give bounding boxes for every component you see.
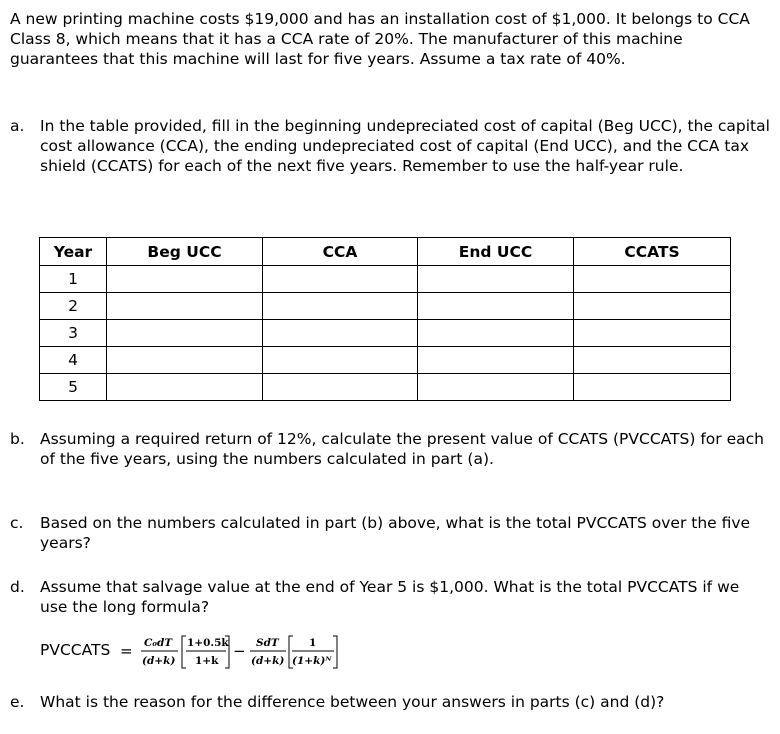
question-a	[10, 116, 770, 176]
ccats-cell[interactable]	[574, 347, 731, 374]
header-end-ucc: End UCC	[418, 238, 574, 266]
question-d-text: Assume that salvage value at the end of Year 5 is $1,000. What is the total PVCCATS if we use the long formula?	[40, 578, 740, 616]
formula-bracket2-num: 1	[309, 637, 317, 649]
ccats-cell[interactable]	[574, 320, 731, 347]
header-cca: CCA	[263, 238, 418, 266]
cca-cell[interactable]	[263, 293, 418, 320]
formula-right-bracket-2	[333, 636, 337, 668]
question-a-text: In the table provided, fill in the beginning undepreciated cost of capital (Beg UCC), the capital cost allowance (CCA), the ending undepreciated cost of capital (End UCC), and the CCA tax shield (CCATS) for each of the next five years. Remember to use the half-year rule.	[40, 117, 770, 175]
ccats-cell[interactable]	[574, 374, 731, 401]
cca-cell[interactable]	[263, 347, 418, 374]
formula-bracket2-den: (1+k)ᴺ	[292, 655, 332, 667]
question-b-text: Assuming a required return of 12%, calculate the present value of CCATS (PVCCATS) for each of the five years, using the numbers calculated in part (a).	[40, 430, 764, 468]
cca-cell[interactable]	[263, 266, 418, 293]
header-year: Year	[40, 238, 107, 266]
formula-left-bracket-1	[182, 636, 186, 668]
year-cell: 5	[40, 374, 107, 401]
question-d	[10, 577, 770, 617]
header-beg-ucc: Beg UCC	[107, 238, 263, 266]
end-ucc-cell[interactable]	[418, 347, 574, 374]
formula-minus: −	[233, 642, 246, 660]
formula-num2: SdT	[256, 637, 279, 649]
table-row	[40, 374, 731, 401]
table-header-row	[40, 238, 731, 266]
year-cell: 3	[40, 320, 107, 347]
end-ucc-cell[interactable]	[418, 320, 574, 347]
formula-lhs: PVCCATS	[40, 641, 111, 659]
formula-num1: C₀dT	[144, 637, 173, 649]
question-b-letter: b.	[10, 430, 25, 448]
question-c	[10, 513, 770, 553]
beg-ucc-cell[interactable]	[107, 347, 263, 374]
formula-bracket1-den: 1+k	[195, 655, 219, 667]
table-row	[40, 347, 731, 374]
problem-intro: A new printing machine costs $19,000 and has an installation cost of $1,000. It belongs to CCA Class 8, which means that it has a CCA rate of 20%. The manufacturer of this machine guarantees that this machine will last for five years. Assume a tax rate of 40%.	[10, 10, 750, 68]
question-e-letter: e.	[10, 693, 25, 711]
question-c-text: Based on the numbers calculated in part (b) above, what is the total PVCCATS over the five years?	[40, 514, 751, 552]
question-b	[10, 429, 770, 469]
beg-ucc-cell[interactable]	[107, 266, 263, 293]
cca-cell[interactable]	[263, 374, 418, 401]
question-e-text: What is the reason for the difference between your answers in parts (c) and (d)?	[40, 693, 665, 711]
end-ucc-cell[interactable]	[418, 374, 574, 401]
question-e	[10, 692, 770, 712]
cca-cell[interactable]	[263, 320, 418, 347]
table-row	[40, 293, 731, 320]
formula-bracket1-num: 1+0.5k	[187, 637, 229, 649]
table-row	[40, 266, 731, 293]
table-row	[40, 320, 731, 347]
ccats-cell[interactable]	[574, 293, 731, 320]
year-cell: 4	[40, 347, 107, 374]
ccats-cell[interactable]	[574, 266, 731, 293]
formula-equals: =	[120, 642, 133, 660]
year-cell: 1	[40, 266, 107, 293]
beg-ucc-cell[interactable]	[107, 374, 263, 401]
pvccats-formula	[40, 631, 760, 671]
formula-den2: (d+k)	[251, 655, 285, 667]
beg-ucc-cell[interactable]	[107, 320, 263, 347]
question-c-letter: c.	[10, 514, 24, 532]
formula-expression	[120, 631, 400, 671]
header-ccats: CCATS	[574, 238, 731, 266]
year-cell: 2	[40, 293, 107, 320]
end-ucc-cell[interactable]	[418, 293, 574, 320]
formula-den1: (d+k)	[142, 655, 176, 667]
beg-ucc-cell[interactable]	[107, 293, 263, 320]
ucc-table	[39, 237, 731, 401]
question-d-letter: d.	[10, 578, 25, 596]
question-a-letter: a.	[10, 117, 25, 135]
end-ucc-cell[interactable]	[418, 266, 574, 293]
